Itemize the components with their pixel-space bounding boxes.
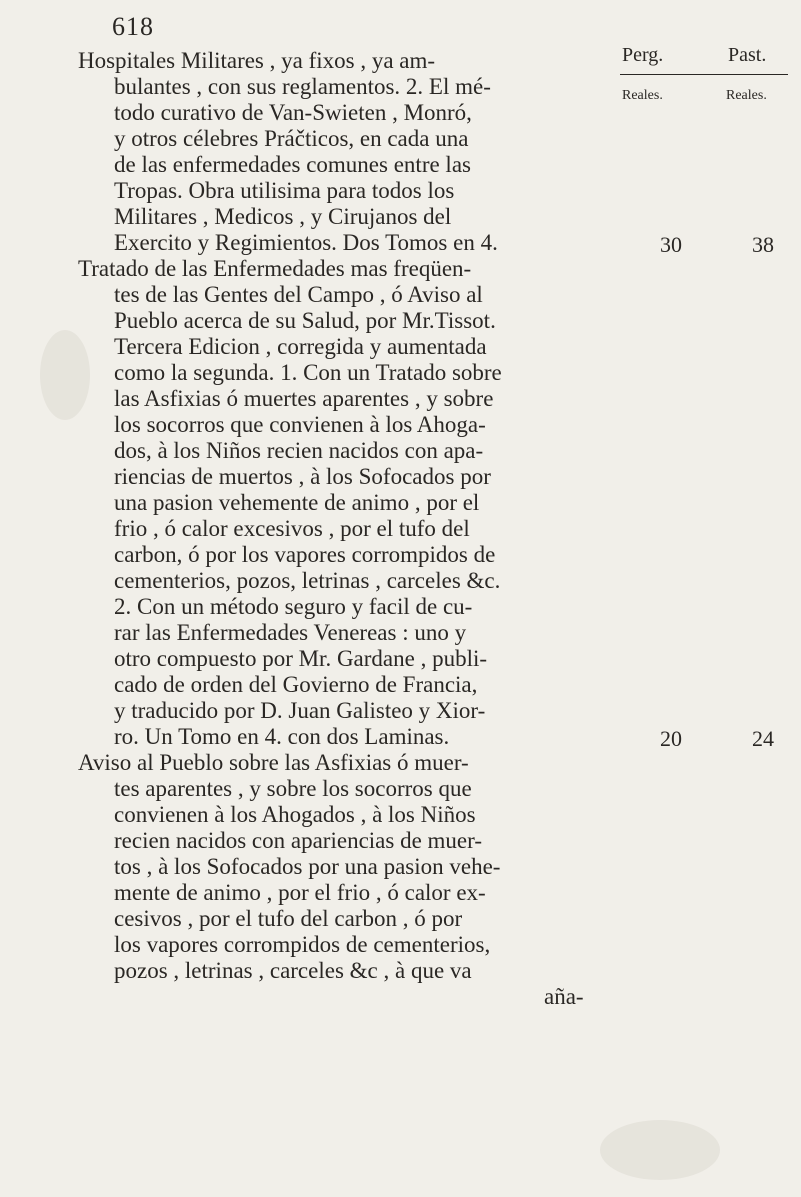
text-line: cesivos , por el tufo del carbon , ó por bbox=[114, 906, 463, 931]
text-line: y traducido por D. Juan Galisteo y Xior- bbox=[114, 698, 486, 723]
text-line: tes de las Gentes del Campo , ó Aviso al bbox=[114, 282, 483, 307]
text-line: pozos , letrinas , carceles &c , à que va bbox=[114, 958, 472, 983]
text-line: Tratado de las Enfermedades mas freqüen- bbox=[78, 256, 472, 281]
text-line: de las enfermedades comunes entre las bbox=[114, 152, 471, 177]
header-rule bbox=[620, 74, 788, 75]
text-line: recien nacidos con apariencias de muer- bbox=[114, 828, 482, 853]
text-line: riencias de muertos , à los Sofocados por bbox=[114, 464, 491, 489]
price-column-headers bbox=[620, 44, 790, 103]
text-line: Exercito y Regimientos. Dos Tomos en 4. bbox=[114, 230, 498, 255]
text-line: bulantes , con sus reglamentos. 2. El mé- bbox=[114, 74, 491, 99]
text-line: otro compuesto por Mr. Gardane , publi- bbox=[114, 646, 488, 671]
text-line: cementerios, pozos, letrinas , carceles &c. bbox=[114, 568, 501, 593]
paper-stain bbox=[40, 330, 90, 420]
perg-price: 20 bbox=[660, 726, 682, 751]
text-line: frio , ó calor excesivos , por el tufo del bbox=[114, 516, 470, 541]
text-line: rar las Enfermedades Venereas : uno y bbox=[114, 620, 467, 645]
past-price: 38 bbox=[752, 232, 774, 257]
text-line: Hospitales Militares , ya fixos , ya am- bbox=[78, 48, 436, 73]
past-unit-label: Reales. bbox=[726, 88, 767, 103]
perg-column-header: Perg. bbox=[622, 44, 664, 66]
text-line: cado de orden del Govierno de Francia, bbox=[114, 672, 478, 697]
text-line: convienen à los Ahogados , à los Niños bbox=[114, 802, 476, 827]
text-line: Aviso al Pueblo sobre las Asfixias ó muer- bbox=[78, 750, 469, 775]
text-line: Tercera Edicion , corregida y aumentada bbox=[114, 334, 487, 359]
text-line: mente de animo , por el frio , ó calor ex- bbox=[114, 880, 486, 905]
text-line: dos, à los Niños recien nacidos con apa- bbox=[114, 438, 484, 463]
text-line: Tropas. Obra utilisima para todos los bbox=[114, 178, 455, 203]
text-line: Militares , Medicos , y Cirujanos del bbox=[114, 204, 452, 229]
text-line: 2. Con un método seguro y facil de cu- bbox=[114, 594, 473, 619]
past-price: 24 bbox=[752, 726, 774, 751]
text-line: ro. Un Tomo en 4. con dos Laminas. bbox=[114, 724, 450, 749]
paper-stain bbox=[600, 1120, 720, 1180]
text-line: los socorros que convienen à los Ahoga- bbox=[114, 412, 486, 437]
text-line: todo curativo de Van-Swieten , Monró, bbox=[114, 100, 472, 125]
perg-unit-label: Reales. bbox=[622, 88, 663, 103]
past-column-header: Past. bbox=[728, 44, 767, 66]
text-line: los vapores corrompidos de cementerios, bbox=[114, 932, 491, 957]
text-line: Pueblo acerca de su Salud, por Mr.Tissot. bbox=[114, 308, 496, 333]
text-line: las Asfixias ó muertes aparentes , y sobre bbox=[114, 386, 494, 411]
catalog-text-block bbox=[78, 48, 638, 1010]
text-line: una pasion vehemente de animo , por el bbox=[114, 490, 480, 515]
text-line: tes aparentes , y sobre los socorros que bbox=[114, 776, 472, 801]
text-line: como la segunda. 1. Con un Tratado sobre bbox=[114, 360, 502, 385]
text-line: carbon, ó por los vapores corrompidos de bbox=[114, 542, 496, 567]
text-line: y otros célebres Práčticos, en cada una bbox=[114, 126, 469, 151]
perg-price: 30 bbox=[660, 232, 682, 257]
text-line: tos , à los Sofocados por una pasion vehe- bbox=[114, 854, 501, 879]
page-number: 618 bbox=[112, 12, 154, 41]
text-line: aña- bbox=[544, 984, 584, 1009]
